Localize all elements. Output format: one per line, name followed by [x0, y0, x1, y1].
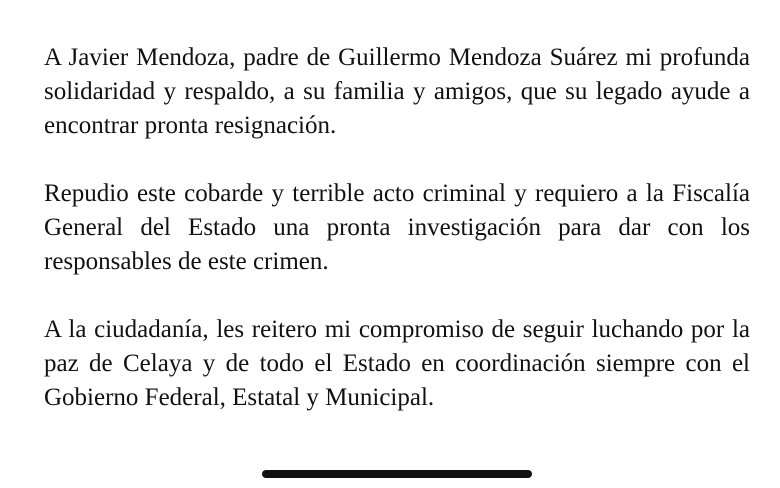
document-body — [44, 41, 750, 415]
home-indicator-bar[interactable] — [262, 470, 532, 478]
paragraph-commitment: A la ciudadanía, les reitero mi compromiso de seguir luchando por la paz de Celaya y de todo el Estado en coordinación siempre con el Gobierno Federal, Estatal y Municipal. — [44, 316, 750, 411]
paragraph-repudiation: Repudio este cobarde y terrible acto criminal y requiero a la Fiscalía General del Estado una pronta investigación para dar con los responsables de este crimen. — [44, 180, 750, 275]
paragraph-condolences: A Javier Mendoza, padre de Guillermo Mendoza Suárez mi profunda solidaridad y respaldo, a su familia y amigos, que su legado ayude a encontrar pronta resignación. — [44, 44, 750, 139]
